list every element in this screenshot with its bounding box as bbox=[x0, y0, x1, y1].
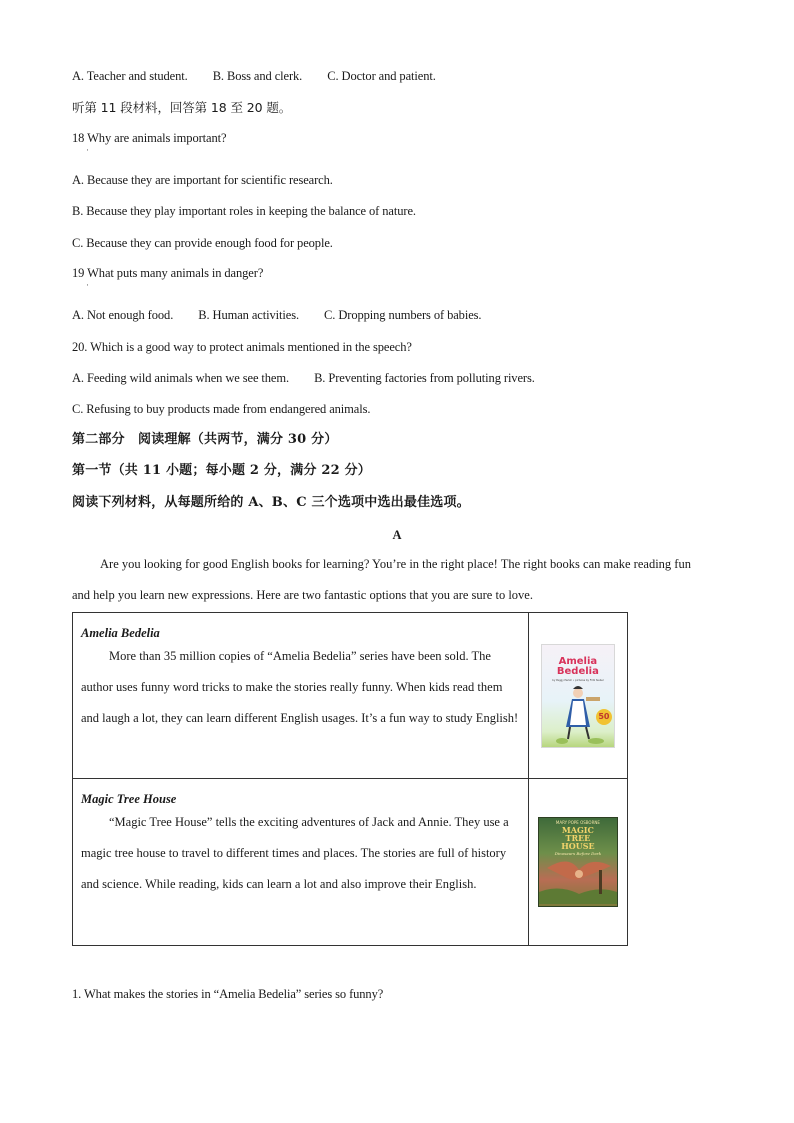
cover-byline: by Peggy Parish • pictures by Fritz Siebel bbox=[552, 678, 604, 682]
books-table bbox=[72, 612, 628, 946]
reading-instructions: 阅读下列材料，从每题所给的 A、B、C 三个选项中选出最佳选项。 bbox=[72, 495, 470, 510]
q17-options-row bbox=[72, 68, 458, 84]
cover-subtitle: Dinosaurs Before Dark bbox=[554, 851, 602, 856]
passage-letter: A bbox=[392, 528, 402, 542]
q17-option-b: B. Boss and clerk. bbox=[212, 69, 303, 83]
book-text-cell bbox=[73, 779, 529, 946]
q18-option-a: A. Because they are important for scientific research. bbox=[72, 173, 333, 187]
intro-paragraph: Are you looking for good English books for learning? You’re in the right place! The right books can make reading fun and help you learn new expressions. Here are two fantastic options that you are sure to love. bbox=[72, 557, 691, 602]
book-title: Magic Tree House bbox=[81, 792, 177, 806]
q17-option-a: A. Teacher and student. bbox=[72, 69, 188, 83]
cover-badge: 50 bbox=[596, 709, 612, 725]
book-row bbox=[73, 779, 628, 946]
q18-option-b: B. Because they play important roles in keeping the balance of nature. bbox=[72, 204, 416, 218]
cover-title: MAGIC TREE HOUSE bbox=[561, 825, 595, 851]
section-11-instruction: 听第 11 段材料，回答第 18 至 20 题。 bbox=[72, 100, 292, 115]
q20-option-b: B. Preventing factories from polluting rivers. bbox=[314, 371, 535, 385]
q19-options-row bbox=[72, 307, 503, 323]
book-row bbox=[73, 613, 628, 779]
q17-option-c: C. Doctor and patient. bbox=[327, 69, 436, 83]
q19-option-a: A. Not enough food. bbox=[72, 308, 174, 322]
q19-option-b: B. Human activities. bbox=[198, 308, 300, 322]
q20-options-row bbox=[72, 370, 557, 386]
cover-author: MARY POPE OSBORNE bbox=[555, 820, 600, 825]
magic-tree-house-cover-image bbox=[538, 817, 618, 907]
q19-option-c: C. Dropping numbers of babies. bbox=[324, 308, 482, 322]
q20-option-a: A. Feeding wild animals when we see them. bbox=[72, 371, 290, 385]
q18-option-c: C. Because they can provide enough food for people. bbox=[72, 236, 333, 250]
cover-title: Amelia Bedelia bbox=[556, 655, 599, 677]
amelia-bedelia-cover-image bbox=[541, 644, 615, 748]
q18-stem: 18 Why are animals important? bbox=[72, 131, 227, 145]
q20-stem: 20. Which is a good way to protect animals mentioned in the speech? bbox=[72, 340, 412, 354]
book-cover-cell bbox=[528, 779, 627, 946]
book-description: More than 35 million copies of “Amelia Bedelia” series have been sold. The author uses funny word tricks to make the stories really funny. When kids read them and laugh a lot, they can learn different English usages. It’s a fun way to study English! bbox=[81, 649, 519, 725]
stray-dot: · bbox=[86, 145, 89, 155]
section1-heading: 第一节（共 11 小题；每小题 2 分，满分 22 分） bbox=[72, 463, 371, 478]
book-description: “Magic Tree House” tells the exciting adventures of Jack and Annie. They use a magic tree house to travel to different times and places. The stories are full of history and science. While reading, kids can learn a lot and also improve their English. bbox=[81, 815, 509, 891]
question-1: 1. What makes the stories in “Amelia Bedelia” series so funny? bbox=[72, 987, 384, 1001]
book-title: Amelia Bedelia bbox=[81, 626, 160, 640]
part2-heading: 第二部分 阅读理解（共两节，满分 30 分） bbox=[72, 432, 338, 447]
pterodactyl-illustration bbox=[539, 848, 617, 904]
q19-stem: 19 What puts many animals in danger? bbox=[72, 266, 264, 280]
q20-option-c: C. Refusing to buy products made from endangered animals. bbox=[72, 402, 371, 416]
book-cover-cell bbox=[528, 613, 627, 779]
book-text-cell bbox=[73, 613, 529, 779]
stray-dot: · bbox=[86, 280, 89, 290]
